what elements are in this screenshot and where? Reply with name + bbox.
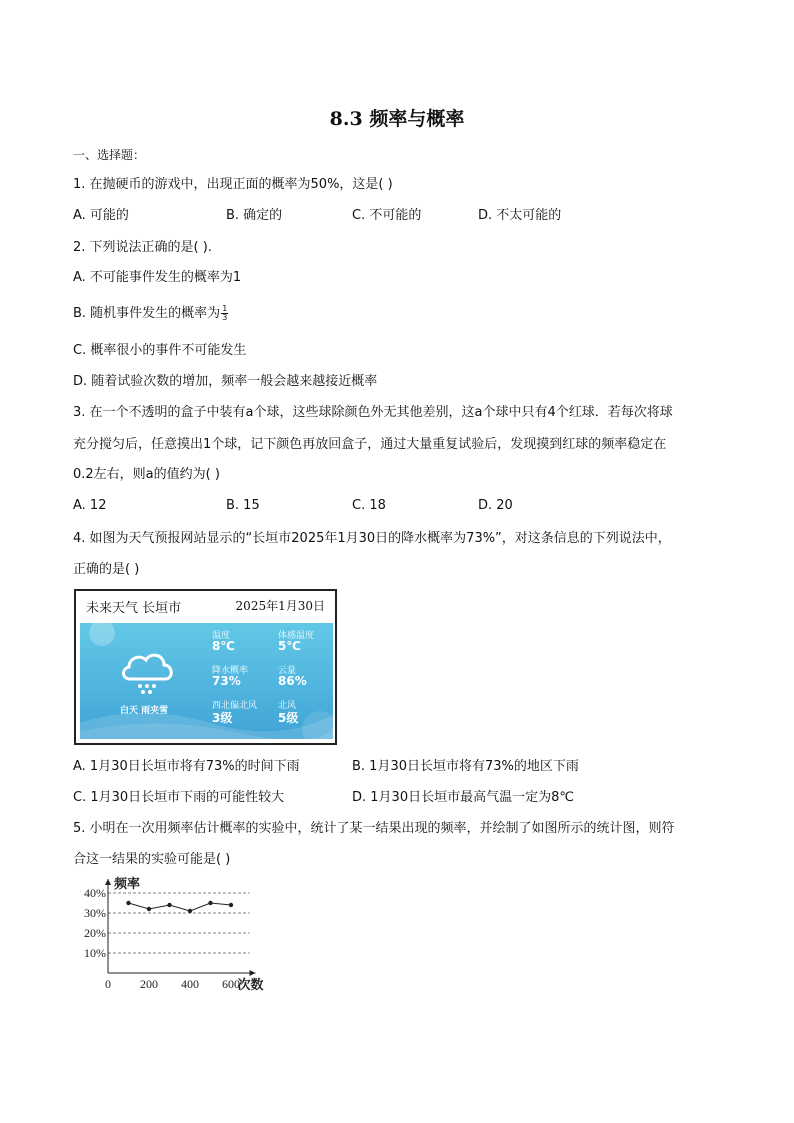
y-tick-label: 20% [84,926,106,940]
data-point [126,901,130,905]
weather-feels-label: 体感温度 [278,631,315,641]
weather-temp-value: 8℃ [212,639,235,653]
fraction-denominator: 3 [222,313,228,322]
weather-wind1-label: 西北偏北风 [212,701,258,711]
weather-wind2-label: 北风 [278,701,297,711]
page-title: 8.3 频率与概率 [329,108,465,130]
q2-option-b-text: B. 随机事件发生的概率为 [73,306,221,321]
question-5-line-1: 5. 小明在一次用频率估计概率的实验中，统计了某一结果出现的频率，并绘制了如图所示的统计图，则符 [73,821,675,836]
question-3-line-3: 0.2左右，则a的值约为( ) [73,467,220,482]
weather-precip-label: 降水概率 [212,666,249,676]
fraction [221,305,228,322]
weather-temp-label: 温度 [212,631,231,641]
q1-option-c: C. 不可能的 [352,208,422,223]
q4-option-b: B. 1月30日长垣市将有73%的地区下雨 [352,759,579,774]
data-point [188,909,192,913]
weather-day-condition: 白天 雨夹雪 [120,706,169,716]
x-tick-label: 400 [181,977,199,991]
weather-feels-value: 5℃ [278,639,301,653]
weather-wind1-value: 3级 [212,711,233,725]
q3-option-a: A. 12 [73,498,107,513]
question-4-line-1: 4. 如图为天气预报网站显示的“长垣市2025年1月30日的降水概率为73%”，对这条信息的下列说法中， [73,531,671,546]
q2-option-c: C. 概率很小的事件不可能发生 [73,343,247,358]
x-axis-label: 次数 [237,978,264,993]
weather-header [76,591,335,619]
q4-option-c: C. 1月30日长垣市下雨的可能性较大 [73,790,285,805]
data-point [167,903,171,907]
weather-cloud-value: 86% [278,674,307,688]
data-point [229,903,233,907]
weather-precip-value: 73% [212,674,241,688]
weather-wind2-value: 5级 [278,711,299,725]
sleet-cloud-icon [118,649,178,695]
series-line [129,903,232,911]
q2-option-d: D. 随着试验次数的增加，频率一般会越来越接近概率 [73,374,378,389]
x-tick-label: 200 [140,977,158,991]
section-heading: 一、选择题： [73,148,146,162]
y-tick-label: 40% [84,886,106,900]
x-tick-label: 600 [222,977,240,991]
y-tick-label: 30% [84,906,106,920]
y-axis-label: 频率 [114,877,141,892]
q4-option-d: D. 1月30日长垣市最高气温一定为8℃ [352,790,574,805]
q1-option-b: B. 确定的 [226,208,283,223]
x-axis-arrow [250,970,256,976]
question-2-stem: 2. 下列说法正确的是( ). [73,240,212,255]
fraction-numerator: 1 [222,304,228,313]
weather-header-location: 未来天气 长垣市 [86,601,182,616]
question-3-line-2: 充分搅匀后，任意摸出1个球，记下颜色再放回盒子，通过大量重复试验后，发现摸到红球的频率稳定在 [73,437,667,452]
data-point [147,907,151,911]
q3-option-b: B. 15 [226,498,260,513]
data-point [208,901,212,905]
weather-cloud-label: 云量 [278,666,297,676]
question-5-line-2: 合这一结果的实验可能是( ) [73,852,231,867]
y-axis-arrow [105,879,111,885]
y-tick-label: 10% [84,946,106,960]
weather-widget-image [74,589,337,745]
q1-option-d: D. 不太可能的 [478,208,562,223]
weather-header-date: 2025年1月30日 [235,599,325,613]
q1-option-a: A. 可能的 [73,208,129,223]
q2-option-b [73,305,228,323]
q3-option-d: D. 20 [478,498,513,513]
question-1-stem: 1. 在抛硬币的游戏中，出现正面的概率为50%，这是( ) [73,177,393,192]
weather-panel [80,623,333,739]
question-4-line-2: 正确的是( ) [73,562,140,577]
x-tick-label: 0 [105,977,111,991]
q2-option-a: A. 不可能事件发生的概率为1 [73,270,242,285]
frequency-line-chart [80,875,280,1000]
q4-option-a: A. 1月30日长垣市将有73%的时间下雨 [73,759,300,774]
q3-option-c: C. 18 [352,498,386,513]
question-3-line-1: 3. 在一个不透明的盒子中装有a个球，这些球除颜色外无其他差别，这a个球中只有4个红球．若每次将球 [73,405,673,420]
